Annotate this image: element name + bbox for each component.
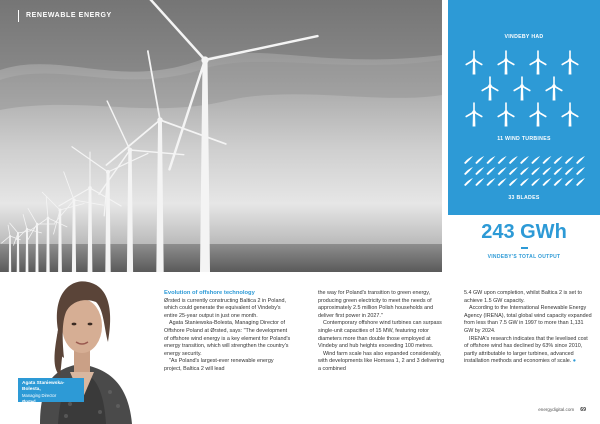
wind-farm-photo [0,0,442,272]
turbine-icon [498,51,514,74]
page-footer [538,407,586,413]
blade-icons-grid [462,152,586,190]
blade-icon [554,167,563,175]
section-tag: RENEWABLE ENERGY [18,10,112,22]
footer-site: energydigital.com [538,407,575,412]
blade-icon [531,178,540,186]
paragraph: Ørsted is currently constructing Baltica 2 in Poland, which could generate the equivalent of Vindeby's entire 25-year output in just one month. [164,297,286,319]
turbine-icon [466,51,482,74]
turbine-icons-grid [460,48,588,128]
blade-icon [486,178,495,186]
blade-icon [531,167,540,175]
paragraph: Wind farm scale has also expanded considerably, with developments like Hornsea 1, 2 and 3 delivering a combined [318,350,445,372]
output-value: 243 GWh [481,221,567,243]
paragraph: the way for Poland's transition to green energy, producing green electricity to meet the needs of approximately 2.5 million Polish households and deliver first power in 2027." [318,290,434,319]
paragraph: 5.4 GW upon completion, whilst Baltica 2 is set to achieve 1.5 GW capacity. [464,290,583,304]
blade-icon [565,156,574,164]
blade-icon [542,156,551,164]
blade-icon [486,167,495,175]
portrait-caption [18,378,84,402]
article-column-3 [464,290,592,366]
blade-icon [464,156,473,164]
blade-icon [542,178,551,186]
blade-icon [475,167,484,175]
article-column-1 [164,290,292,374]
page-number: 69 [580,407,586,413]
blade-icon [542,167,551,175]
turbine-icon [530,103,546,126]
wind-turbines-illustration [0,0,442,272]
blade-icon [576,167,585,175]
blade-icon [509,178,518,186]
blade-icon [531,156,540,164]
blade-icon [498,156,507,164]
blade-count-label: 33 BLADES [508,195,540,201]
caption-role: Managing Director [22,393,57,398]
blade-icon [565,178,574,186]
paragraph: "As Poland's largest-ever renewable energy project, Baltica 2 will lead [164,358,274,372]
turbine-icon [530,51,546,74]
paragraph-text: IRENA's research indicates that the levelised cost of offshore wind has declined by 63% since 2010, partly attributable to larger turbines, advanced installation methods and economies of scale. [464,335,588,365]
blade-icon [576,156,585,164]
paragraph: Contemporary offshore wind turbines can surpass single-unit capacities of 15 MW, featuring rotor diameters more than double those employed at Vindeby and hub heights exceeding 100 metres. [318,320,442,350]
stat-divider [521,247,528,249]
blade-icon [520,167,529,175]
blade-icon [464,167,473,175]
turbine-icon [562,51,578,74]
blade-icon [475,178,484,186]
blade-icon [520,156,529,164]
paragraph [464,336,592,366]
article-subheading: Evolution of offshore technology [164,290,255,296]
blade-icon [464,178,473,186]
output-label: VINDEBY'S TOTAL OUTPUT [487,253,561,260]
blade-icon [509,156,518,164]
blade-icon [486,156,495,164]
blade-icon [520,178,529,186]
turbine-icon [546,77,562,100]
blade-icon [498,178,507,186]
output-stat [448,215,600,272]
caption-name: Agata Staniewska-Bolesta, [22,381,65,392]
blade-icon [554,178,563,186]
paragraph: According to the International Renewable Energy Agency (IRENA), total global wind capacity expanded from less than 7.5 GW in 1997 to more than 1,131 GW by 2024. [464,305,592,334]
paragraph: Agata Staniewska-Bolesta, Managing Director of Offshore Poland at Ørsted, says: "The development of offshore wind energy is a key element for Poland's energy transition, which will strengthen the country's energy security. [164,320,291,357]
turbine-icon [482,77,498,100]
turbine-icon [466,103,482,126]
blade-icon [554,156,563,164]
caption-company: Ørsted [22,398,36,404]
blade-icon [509,167,518,175]
blade-icon [565,167,574,175]
blade-icon [475,156,484,164]
turbine-count-label: 11 WIND TURBINES [497,136,551,142]
end-mark-icon: ● [572,358,577,365]
blade-icon [576,178,585,186]
turbine-icon [498,103,514,126]
infographic-panel [448,0,600,215]
turbine-icon [514,77,530,100]
article-column-2 [318,290,446,374]
turbine-icon [562,103,578,126]
blade-icon [498,167,507,175]
vindeby-had-label: VINDEBY HAD [504,34,544,40]
